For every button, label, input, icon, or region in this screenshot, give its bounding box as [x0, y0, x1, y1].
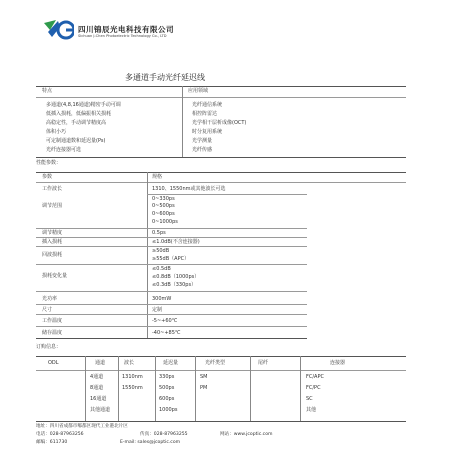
param-label: 调节精度: [42, 230, 63, 236]
order-option: PM: [200, 385, 208, 391]
param-value: 0.5ps: [152, 230, 166, 236]
param-label: 调节范围: [42, 203, 63, 209]
application-item: 时分复用系统: [192, 129, 223, 135]
feature-item: 多通道(4,8,16通道)精密手动可调: [46, 102, 121, 108]
param-value: 300mW: [152, 296, 172, 302]
order-option: SC: [306, 396, 313, 402]
order-header: ODL: [48, 360, 59, 366]
application-item: 相控阵雷达: [192, 111, 218, 117]
param-value: ≥55dB（APC）: [152, 256, 190, 262]
param-label: 损耗变化量: [42, 273, 68, 279]
application-item: 光学相干层析成像(OCT): [192, 120, 247, 126]
order-option: 600ps: [159, 396, 175, 402]
param-label: 储存温度: [42, 330, 63, 336]
order-option: 500ps: [159, 385, 175, 391]
order-option: 其他通道: [90, 407, 111, 413]
param-value: 1310、1550nm或其他波长可选: [152, 186, 226, 192]
param-value: 0~600ps: [152, 211, 175, 217]
footer-email: E-mail: sales@jcoptic.com: [120, 440, 181, 445]
feature-item: 低插入损耗，低偏振相关损耗: [46, 111, 112, 117]
param-label: 光功率: [42, 296, 58, 302]
application-item: 光学测量: [192, 138, 213, 144]
application-item: 光纤传感: [192, 147, 213, 153]
order-option: 8通道: [90, 385, 104, 391]
footer-phone: 电话：028-87963256: [36, 432, 84, 437]
feature-item: 光纤连接器可选: [46, 147, 82, 153]
feature-item: 可定制通道数和延迟量(Ps): [46, 138, 106, 144]
order-option: 330ps: [159, 374, 175, 380]
footer-zip: 邮编：611730: [36, 440, 68, 445]
features-col-header: 特点: [42, 88, 53, 94]
feature-item: 体积小巧: [46, 129, 67, 135]
order-header: 波长: [124, 360, 135, 366]
param-value: -40~+85℃: [152, 330, 181, 336]
param-label: 工作温度: [42, 318, 63, 324]
order-option: 其他: [306, 407, 317, 413]
param-value: ≤0.3dB（330ps）: [152, 282, 197, 288]
param-col-header: 参数: [42, 174, 53, 180]
param-label: 插入损耗: [42, 239, 63, 245]
order-header: 尾纤: [258, 360, 269, 366]
order-option: 1550nm: [122, 385, 143, 391]
footer-fax: 传真：028-87963255: [140, 432, 188, 437]
application-item: 光纤通信系统: [192, 102, 223, 108]
order-option: 1000ps: [159, 407, 178, 413]
company-name-cn: 四川锦辰光电科技有限公司: [78, 25, 174, 34]
param-label: 回波损耗: [42, 252, 63, 258]
param-value: 0~500ps: [152, 203, 175, 209]
feature-item: 高稳定性，手动调节精度高: [46, 120, 107, 126]
order-header: 延迟量: [163, 360, 179, 366]
order-option: 1310nm: [122, 374, 143, 380]
param-value: ≤0.5dB: [152, 266, 171, 272]
company-name-en: Sichuan J-Chen Photoelectric Technology Co., LTD: [78, 34, 167, 38]
footer-address: 地址：四川省成都市郫都区现代工业港北片区: [36, 424, 128, 429]
order-option: FC/PC: [306, 385, 321, 391]
order-header: 通道: [95, 360, 106, 366]
param-value: 0~1000ps: [152, 219, 178, 225]
order-header: 连接器: [330, 360, 346, 366]
company-logo: [42, 17, 74, 43]
value-col-header: 规格: [152, 174, 163, 180]
order-section-label: 订购信息：: [36, 344, 62, 350]
param-label: 尺寸: [42, 307, 53, 313]
param-value: 定制: [152, 307, 163, 313]
param-value: ≥50dB: [152, 248, 170, 254]
order-option: SM: [200, 374, 208, 380]
param-value: 0~330ps: [152, 196, 175, 202]
order-header: 光纤类型: [205, 360, 226, 366]
param-label: 工作波长: [42, 186, 63, 192]
order-option: FC/APC: [306, 374, 324, 380]
param-value: ≤1.0dB(不含连接器): [152, 239, 200, 245]
footer-website: 网站：www.jcoptic.com: [220, 432, 273, 437]
param-value: ≤0.8dB（1000ps）: [152, 274, 200, 280]
param-value: -5~+60℃: [152, 318, 178, 324]
order-option: 4通道: [90, 374, 104, 380]
doc-title: 多通道手动光纤延迟线: [125, 73, 205, 82]
performance-section-label: 性能参数：: [36, 160, 62, 166]
order-option: 16通道: [90, 396, 107, 402]
applications-col-header: 应用领域: [188, 88, 209, 94]
